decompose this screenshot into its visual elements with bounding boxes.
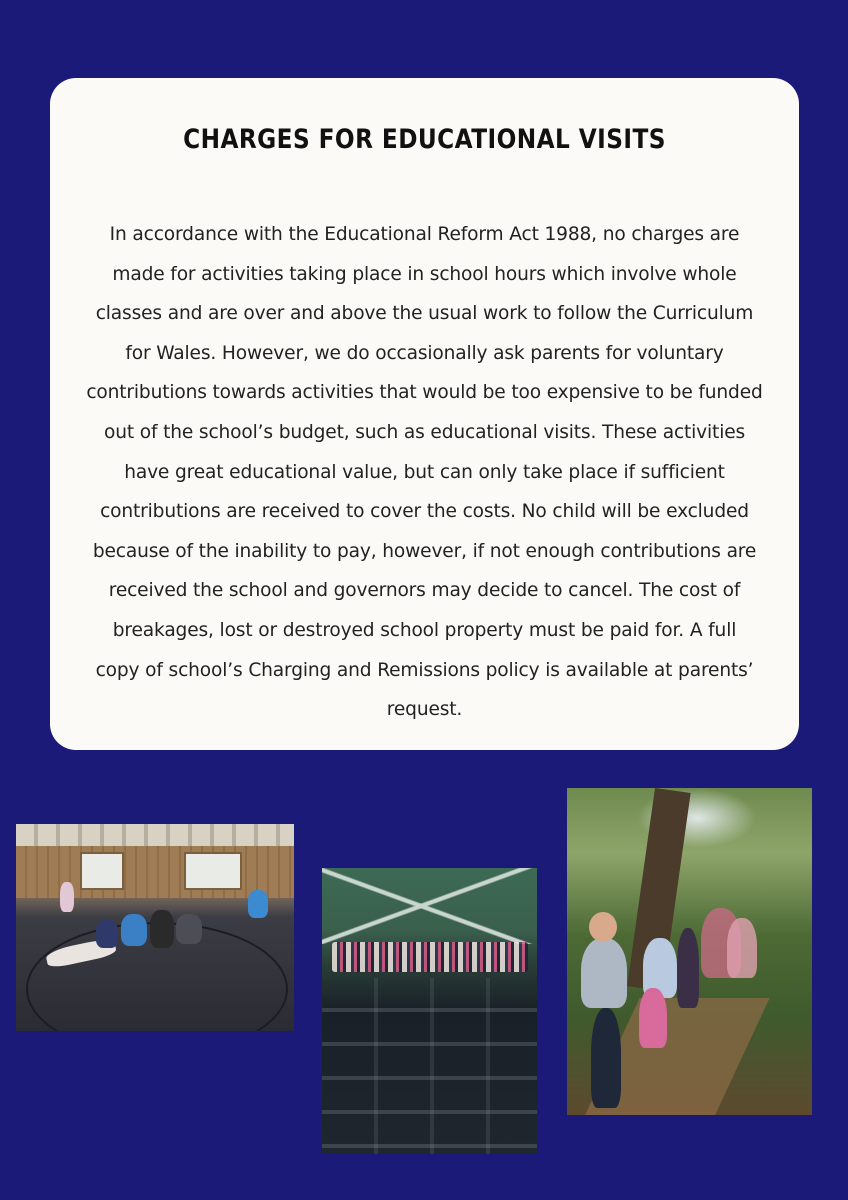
- body-line: breakages, lost or destroyed school property must be paid for. A full: [112, 619, 737, 641]
- photo-children-bench: [332, 942, 528, 972]
- body-line: In accordance with the Educational Reform Act 1988, no charges are: [109, 224, 740, 245]
- photo-child: [176, 914, 202, 944]
- photo-child: [96, 920, 118, 948]
- photo-child: [591, 1008, 621, 1108]
- photo-child: [727, 918, 757, 978]
- body-line: out of the school’s budget, such as educational visits. These activities: [103, 421, 746, 443]
- photo-blue-barrel: [248, 890, 268, 918]
- body-line: request.: [386, 699, 463, 721]
- body-line: for Wales. However, we do occasionally ask parents for voluntary: [125, 342, 724, 364]
- page-title: CHARGES FOR EDUCATIONAL VISITS: [183, 124, 666, 155]
- body-line: contributions towards activities that would be too expensive to be funded: [86, 382, 763, 404]
- photo-tent-frame: [322, 868, 537, 944]
- photo-child: [589, 912, 617, 942]
- photo-child: [60, 882, 74, 912]
- body-line: contributions are received to cover the costs. No child will be excluded: [100, 501, 749, 523]
- body-text: [72, 215, 777, 730]
- photo-floor-sheet: [322, 978, 537, 1154]
- photo-tent: [322, 868, 537, 1154]
- info-card: [50, 78, 799, 750]
- photo-indoor-hall: [16, 824, 294, 1031]
- photo-child: [677, 928, 699, 1008]
- body-line: made for activities taking place in school hours which involve whole: [112, 263, 737, 285]
- photo-child: [581, 938, 627, 1008]
- photo-child: [121, 914, 147, 946]
- photo-window: [184, 852, 242, 890]
- body-line: because of the inability to pay, however, if not enough contributions are: [92, 540, 757, 562]
- body-line: classes and are over and above the usual work to follow the Curriculum: [95, 303, 754, 325]
- photo-child: [150, 910, 174, 948]
- body-line: have great educational value, but can only take place if sufficient: [124, 461, 725, 483]
- body-line: copy of school’s Charging and Remissions policy is available at parents’: [95, 659, 754, 681]
- photo-child: [639, 988, 667, 1048]
- body-line: received the school and governors may decide to cancel. The cost of: [108, 580, 741, 602]
- photo-window: [80, 852, 124, 890]
- photo-woodland: [567, 788, 812, 1115]
